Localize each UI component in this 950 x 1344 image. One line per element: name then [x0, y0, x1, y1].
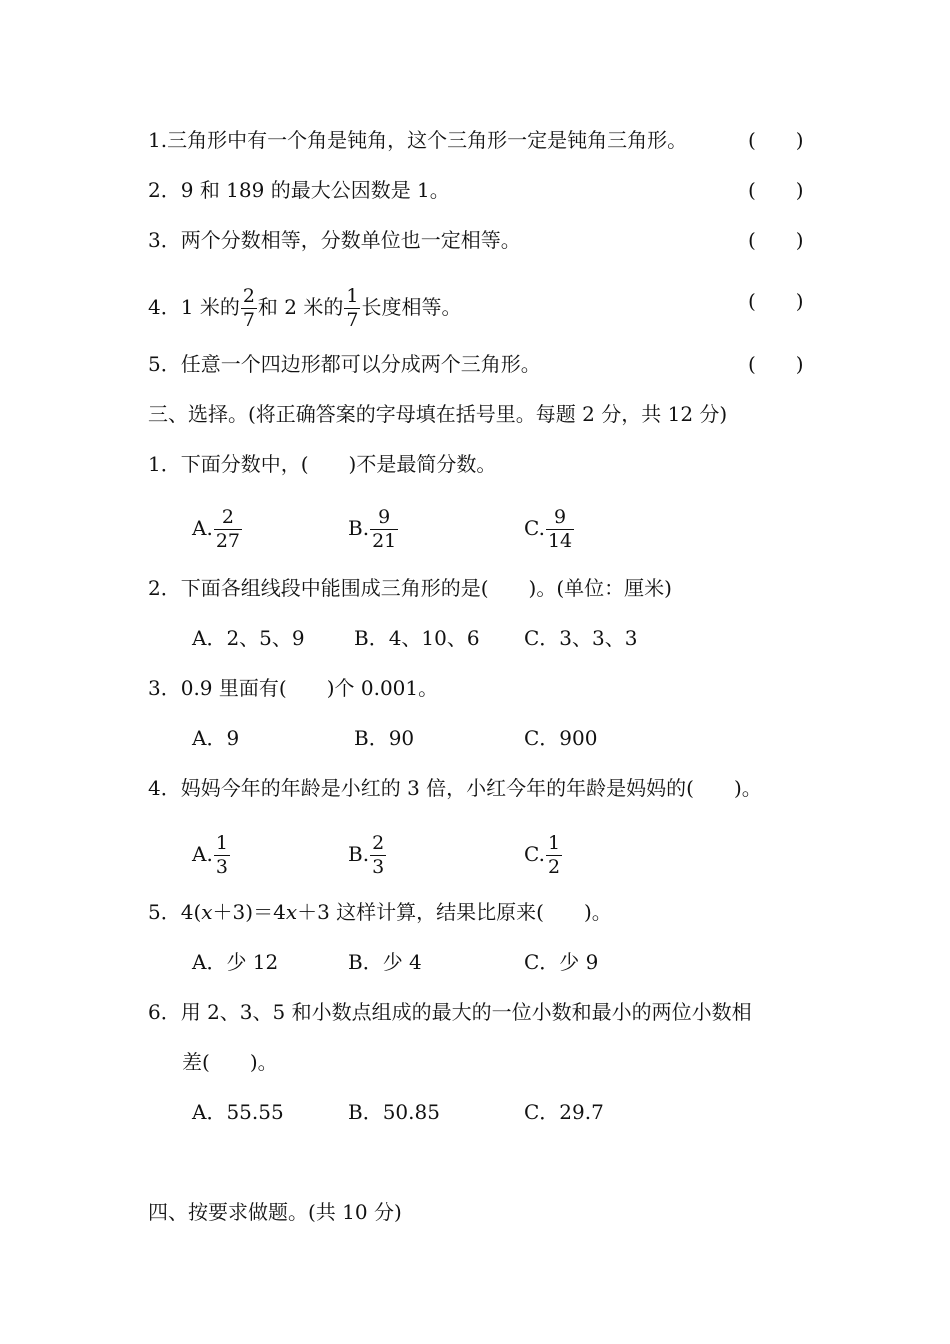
fraction-denominator: 7 — [346, 309, 359, 331]
question-text: 4．妈妈今年的年龄是小红的 3 倍，小红今年的年龄是妈妈的( — [148, 776, 694, 800]
option-c[interactable]: C．29.7 — [524, 1100, 604, 1124]
judge-item-number: 4． — [148, 295, 181, 319]
judge-item-1 — [148, 126, 687, 154]
option-b[interactable] — [348, 834, 387, 877]
fraction-denominator: 3 — [215, 856, 228, 878]
fraction-numerator: 9 — [546, 508, 574, 530]
question-text: ＋3 这样计算，结果比原来( — [297, 900, 544, 924]
question-text: 3．0.9 里面有( — [148, 676, 287, 700]
fraction-denominator: 27 — [215, 530, 240, 552]
choice-question-2 — [148, 574, 672, 602]
option-c[interactable] — [524, 508, 575, 551]
fraction-denominator: 21 — [372, 530, 397, 552]
judge-item-text: 和 2 米的 — [257, 295, 344, 319]
fraction-numerator: 1 — [346, 285, 359, 307]
fraction — [370, 508, 398, 551]
variable-x: x — [201, 900, 213, 924]
answer-blank[interactable]: ( ) — [748, 228, 804, 252]
choice-question-3 — [148, 674, 438, 702]
option-a[interactable] — [192, 834, 231, 877]
answer-blank[interactable]: ( ) — [748, 128, 804, 152]
option-c[interactable] — [524, 834, 563, 877]
judge-item-2 — [148, 176, 450, 204]
option-label: A. — [192, 516, 213, 540]
judge-item-text: 9 和 189 的最大公因数是 1。 — [180, 178, 450, 202]
fraction — [214, 834, 230, 877]
choice-question-6-line-1: 6．用 2、3、5 和小数点组成的最大的一位小数和最小的两位小数相 — [148, 1000, 752, 1024]
fraction-numerator: 2 — [372, 832, 385, 854]
option-label: C. — [524, 516, 545, 540]
question-text: )。 — [733, 776, 762, 800]
question-text: )。(单位：厘米) — [528, 576, 672, 600]
option-label: B. — [348, 516, 370, 540]
option-b[interactable]: B．50.85 — [348, 1100, 440, 1124]
question-text: )。 — [249, 1050, 278, 1074]
question-text: )不是最简分数。 — [348, 452, 497, 476]
option-label: C. — [524, 842, 545, 866]
choice-question-6-line-2 — [182, 1048, 278, 1076]
option-c[interactable]: C．3、3、3 — [524, 626, 638, 650]
option-b[interactable]: B．少 4 — [348, 950, 422, 974]
fraction-numerator: 1 — [215, 832, 228, 854]
fraction — [546, 834, 562, 877]
question-text: )。 — [583, 900, 612, 924]
judge-item-5 — [148, 350, 541, 378]
fraction-numerator: 1 — [547, 832, 561, 854]
judge-item-text: 长度相等。 — [361, 295, 462, 319]
choice-question-1 — [148, 450, 496, 478]
judge-item-number: 3． — [148, 228, 181, 252]
choice-question-5 — [148, 898, 612, 926]
fraction-denominator: 7 — [242, 309, 255, 331]
judge-item-text: 两个分数相等，分数单位也一定相等。 — [180, 228, 521, 252]
judge-item-text: 任意一个四边形都可以分成两个三角形。 — [180, 352, 541, 376]
choice-question-4 — [148, 774, 762, 802]
fraction-denominator: 2 — [547, 856, 561, 878]
fraction-numerator: 9 — [370, 508, 398, 530]
question-text: ＋3)＝4 — [212, 900, 286, 924]
fraction-denominator: 14 — [547, 530, 573, 552]
judge-item-text: 1 米的 — [180, 295, 240, 319]
fraction — [241, 287, 257, 330]
option-a[interactable]: A．9 — [192, 726, 240, 750]
answer-blank[interactable]: ( ) — [748, 352, 804, 376]
judge-item-number: 5． — [148, 352, 181, 376]
question-text: 5．4( — [148, 900, 202, 924]
judge-item-3 — [148, 226, 521, 254]
option-b[interactable] — [348, 508, 399, 551]
fraction-numerator: 2 — [214, 508, 242, 530]
fraction-denominator: 3 — [372, 856, 385, 878]
question-text: 差( — [182, 1050, 210, 1074]
fraction — [214, 508, 242, 551]
option-c[interactable]: C．900 — [524, 726, 598, 750]
option-c[interactable]: C．少 9 — [524, 950, 599, 974]
judge-item-text: 三角形中有一个角是钝角，这个三角形一定是钝角三角形。 — [167, 128, 688, 152]
question-text: 2．下面各组线段中能围成三角形的是( — [148, 576, 489, 600]
option-b[interactable]: B．90 — [354, 726, 415, 750]
option-label: B. — [348, 842, 370, 866]
judge-item-4 — [148, 285, 462, 331]
option-a[interactable]: A．2、5、9 — [192, 626, 305, 650]
option-a[interactable] — [192, 508, 243, 551]
variable-x: x — [285, 900, 298, 924]
judge-item-number: 2． — [148, 178, 181, 202]
fraction-numerator: 2 — [242, 285, 255, 307]
option-a[interactable]: A．55.55 — [192, 1100, 284, 1124]
question-text: 1．下面分数中，( — [148, 452, 309, 476]
fraction — [546, 508, 574, 551]
fraction — [370, 834, 386, 877]
section-3-title: 三、选择。(将正确答案的字母填在括号里。每题 2 分，共 12 分) — [148, 402, 728, 426]
fraction — [344, 287, 360, 330]
section-4-title: 四、按要求做题。(共 10 分) — [148, 1200, 402, 1224]
judge-item-number: 1. — [148, 128, 168, 152]
option-a[interactable]: A．少 12 — [192, 950, 279, 974]
question-text: )个 0.001。 — [326, 676, 439, 700]
answer-blank[interactable]: ( ) — [748, 178, 804, 202]
option-label: A. — [192, 842, 213, 866]
answer-blank[interactable]: ( ) — [748, 289, 804, 313]
option-b[interactable]: B．4、10、6 — [354, 626, 480, 650]
